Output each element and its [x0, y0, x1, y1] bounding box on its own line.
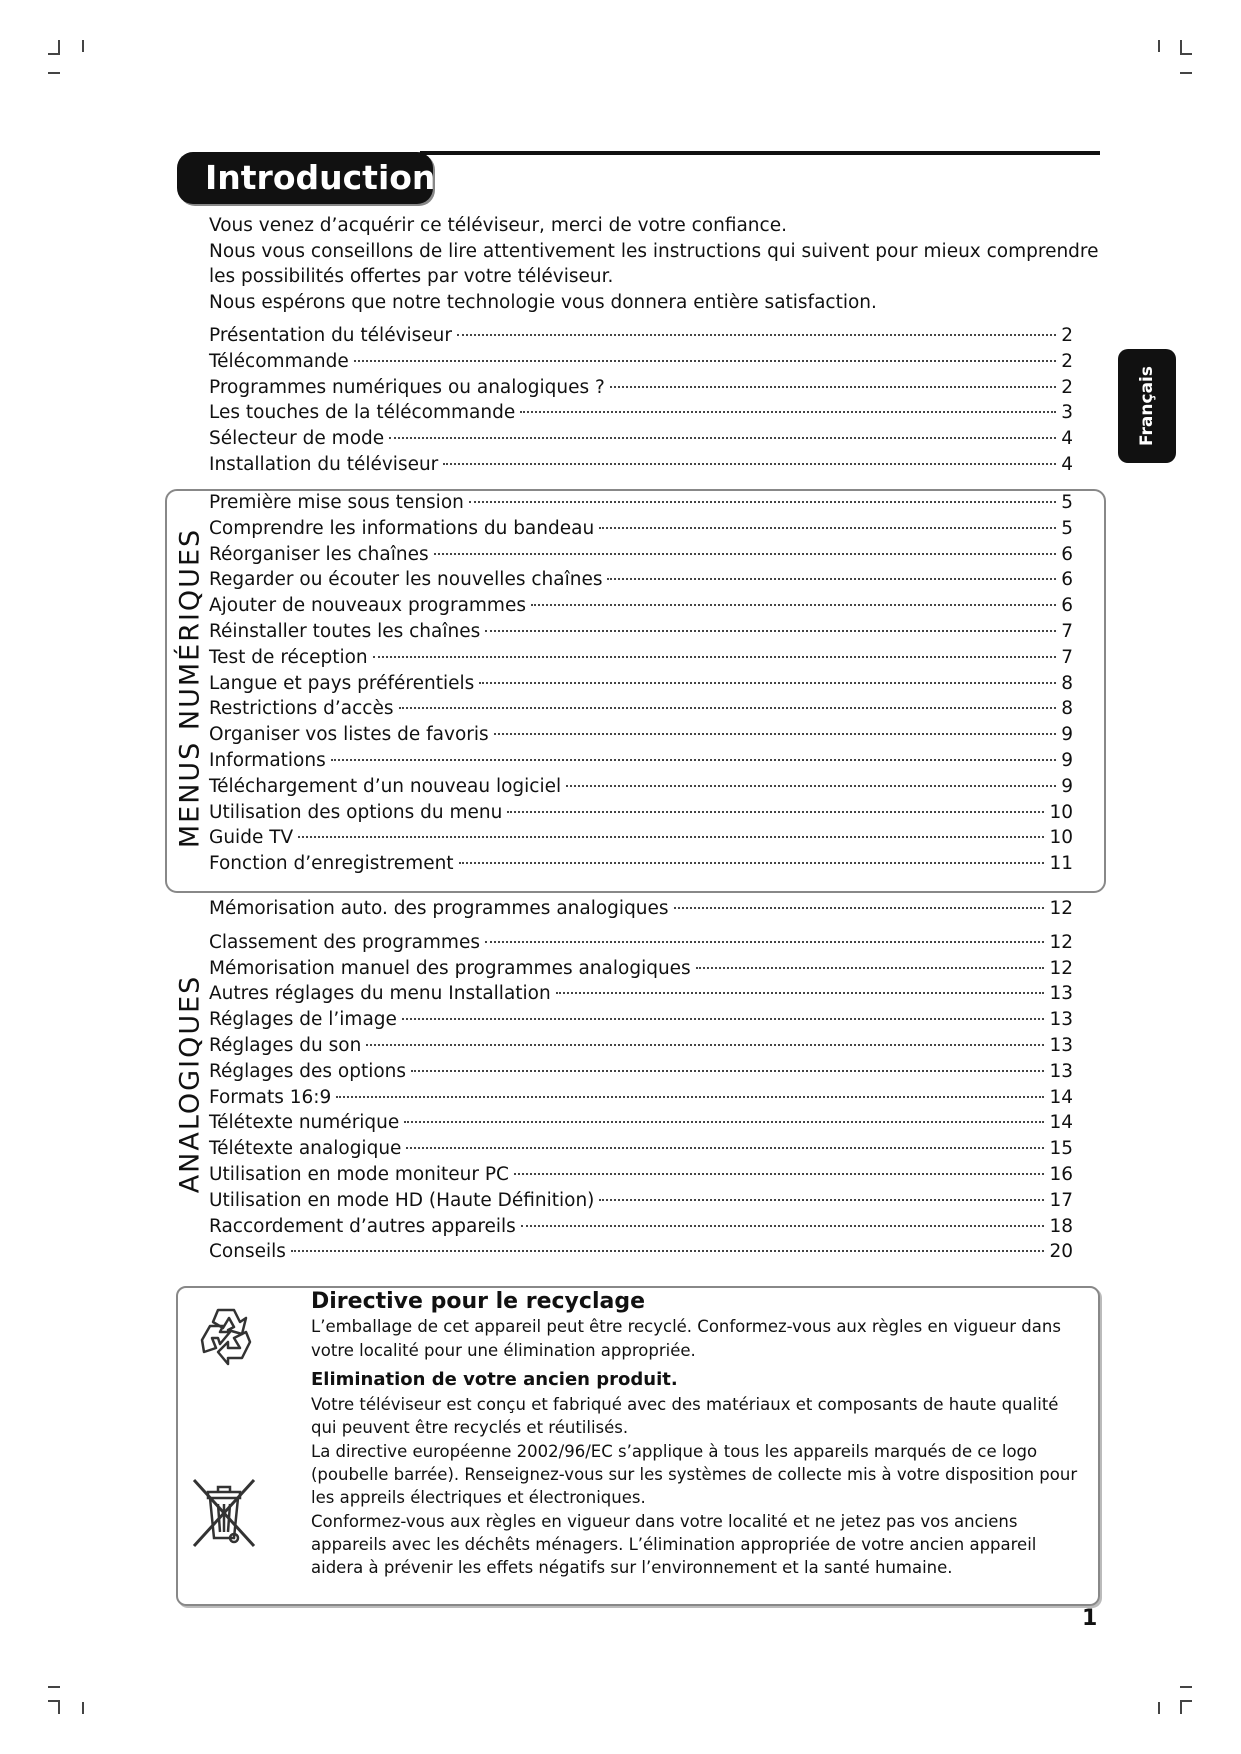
- toc-leader-dots: [354, 360, 1056, 362]
- toc-entry-page: 3: [1061, 402, 1073, 424]
- toc-entry-label: Autres réglages du menu Installation: [209, 983, 551, 1005]
- toc-entry-label: Utilisation en mode HD (Haute Définition): [209, 1189, 595, 1211]
- language-tab-label: Français: [1137, 366, 1157, 446]
- toc-entry-page: 5: [1061, 517, 1073, 539]
- toc-leader-dots: [485, 941, 1044, 943]
- disposal-paragraph: Conformez-vous aux règles en vigueur dans votre localité et ne jetez pas vos anciens appareils avec les déchêts ménagers. L’élimination appropriée de votre ancien appareil aidera à prévenir les effets négatifs sur l’environnement et la santé humaine.: [311, 1511, 1037, 1578]
- toc-entry-page: 2: [1061, 350, 1073, 372]
- toc-entry-page: 16: [1049, 1163, 1073, 1185]
- toc-leader-dots: [521, 1225, 1045, 1227]
- crop-mark: [82, 1702, 84, 1714]
- crop-mark: [1158, 40, 1160, 52]
- toc-entry-label: Informations: [209, 749, 326, 771]
- toc-entry-page: 8: [1061, 698, 1073, 720]
- toc-leader-dots: [610, 386, 1056, 388]
- crop-mark: [82, 40, 84, 52]
- toc-entry: [209, 428, 1073, 454]
- toc-entry-label: Réorganiser les chaînes: [209, 543, 429, 565]
- toc-entry: [209, 898, 1073, 924]
- toc-entry-label: Utilisation en mode moniteur PC: [209, 1163, 509, 1185]
- toc-entry-label: Classement des programmes: [209, 931, 480, 953]
- toc-entry-label: Langue et pays préférentiels: [209, 672, 475, 694]
- toc-entry: [209, 518, 1073, 544]
- toc-entry-page: 10: [1049, 801, 1073, 823]
- toc-leader-dots: [399, 707, 1057, 709]
- toc-entry-label: Ajouter de nouveaux programmes: [209, 595, 526, 617]
- toc-entry-page: 12: [1049, 957, 1073, 979]
- toc-entry: [209, 802, 1073, 828]
- toc-entry-page: 7: [1061, 620, 1073, 642]
- crop-mark: [1180, 1700, 1182, 1714]
- toc-leader-dots: [607, 578, 1056, 580]
- toc-leader-dots: [494, 733, 1056, 735]
- recycling-text: [311, 1290, 1081, 1580]
- toc-entry: [209, 724, 1073, 750]
- toc-entry-label: Formats 16:9: [209, 1086, 332, 1108]
- toc-entry-label: Installation du téléviseur: [209, 453, 439, 475]
- toc-entry: [209, 1216, 1073, 1242]
- toc-leader-dots: [507, 811, 1044, 813]
- toc-entry-label: Les touches de la télécommande: [209, 402, 516, 424]
- toc-entry-page: 15: [1049, 1138, 1073, 1160]
- toc-entry: [209, 595, 1073, 621]
- toc-entry: [209, 1061, 1073, 1087]
- toc-entry-page: 18: [1049, 1215, 1073, 1237]
- toc-leader-dots: [366, 1044, 1044, 1046]
- crop-mark: [1180, 72, 1192, 74]
- toc-leader-dots: [402, 1018, 1045, 1020]
- toc-entry-page: 17: [1049, 1189, 1073, 1211]
- toc-entry-page: 10: [1049, 827, 1073, 849]
- analog-section-label: ANALOGIQUES: [174, 974, 206, 1194]
- toc-entry: [209, 1241, 1073, 1267]
- toc-leader-dots: [674, 907, 1045, 909]
- toc-entry: [209, 776, 1073, 802]
- intro-text: [209, 213, 1099, 316]
- toc-entry: [209, 325, 1073, 351]
- toc-entry: [209, 983, 1073, 1009]
- toc-entry: [209, 750, 1073, 776]
- toc-entry: [209, 673, 1073, 699]
- toc-entry-label: Téléchargement d’un nouveau logiciel: [209, 775, 562, 797]
- toc-leader-dots: [373, 656, 1056, 658]
- crop-mark: [1158, 1702, 1160, 1714]
- toc-entry: [209, 1009, 1073, 1035]
- toc-leader-dots: [485, 630, 1056, 632]
- intro-line: Vous venez d’acquérir ce téléviseur, merci de votre confiance.: [209, 215, 787, 236]
- toc-entry-label: Organiser vos listes de favoris: [209, 724, 489, 746]
- crop-mark: [1180, 53, 1192, 55]
- toc-entry: [209, 853, 1073, 879]
- toc-entry-label: Réglages du son: [209, 1034, 362, 1056]
- toc-entry-label: Réglages de l’image: [209, 1009, 397, 1031]
- toc-entry: [209, 621, 1073, 647]
- toc-entry: [209, 402, 1073, 428]
- recycle-icon: [190, 1300, 262, 1372]
- toc-entry-page: 9: [1061, 749, 1073, 771]
- toc-entry-label: Conseils: [209, 1241, 286, 1263]
- toc-entry-page: 8: [1061, 672, 1073, 694]
- toc-leader-dots: [406, 1147, 1044, 1149]
- toc-entry-label: Regarder ou écouter les nouvelles chaînes: [209, 569, 603, 591]
- toc-leader-dots: [298, 836, 1044, 838]
- toc-entry: [209, 544, 1073, 570]
- toc-entry: [209, 569, 1073, 595]
- toc-leader-dots: [331, 759, 1056, 761]
- toc-entry-page: 9: [1061, 775, 1073, 797]
- toc-entry-label: Test de réception: [209, 646, 368, 668]
- page-number: 1: [1082, 1606, 1098, 1631]
- digital-section-label: MENUS NUMÉRIQUES: [174, 527, 206, 849]
- toc-entry: [209, 351, 1073, 377]
- toc-entry-page: 7: [1061, 646, 1073, 668]
- toc-entry-page: 13: [1049, 1060, 1073, 1082]
- toc-entry: [209, 1087, 1073, 1113]
- toc-entry-label: Télétexte analogique: [209, 1138, 402, 1160]
- toc-entry-label: Utilisation des options du menu: [209, 801, 503, 823]
- toc-entry-label: Guide TV: [209, 827, 294, 849]
- toc-leader-dots: [443, 463, 1056, 465]
- crop-mark: [48, 72, 60, 74]
- toc-entry-label: Première mise sous tension: [209, 492, 464, 513]
- crop-mark: [1180, 1686, 1192, 1688]
- toc-entry-page: 14: [1049, 1112, 1073, 1134]
- toc-leader-dots: [389, 437, 1056, 439]
- toc-entry-page: 20: [1049, 1241, 1073, 1263]
- toc-entry-page: 5: [1061, 492, 1073, 513]
- toc-analog: [209, 898, 1073, 1267]
- page-title: Introduction: [177, 152, 433, 204]
- packaging-text: L’emballage de cet appareil peut être recyclé. Conformez-vous aux règles en vigueur dans votre localité pour une élimination appropriée.: [311, 1317, 1061, 1360]
- toc-entry-page: 6: [1061, 543, 1073, 565]
- toc-entry-label: Réglages des options: [209, 1060, 407, 1082]
- intro-line: Nous espérons que notre technologie vous donnera entière satisfaction.: [209, 292, 877, 313]
- disposal-paragraph: La directive européenne 2002/96/EC s’applique à tous les appareils marqués de ce logo (poubelle barrée). Renseignez-vous sur les systèmes de collecte mis à votre disposition pour les appreils électriques et électroniques.: [311, 1441, 1078, 1508]
- toc-entry-label: Réinstaller toutes les chaînes: [209, 620, 481, 642]
- toc-entry: [209, 1138, 1073, 1164]
- crop-mark: [58, 40, 60, 55]
- toc-entry-label: Présentation du téléviseur: [209, 325, 453, 346]
- intro-line: Nous vous conseillons de lire attentivement les instructions qui suivent pour mieux comprendre les possibilités offertes par votre téléviseur.: [209, 241, 1099, 287]
- toc-entry-label: Restrictions d’accès: [209, 698, 394, 720]
- toc-entry-label: Sélecteur de mode: [209, 428, 385, 450]
- toc-entry: [209, 1035, 1073, 1061]
- disposal-paragraph: Votre téléviseur est conçu et fabriqué avec des matériaux et composants de haute qualité qui peuvent être recyclés et réutilisés.: [311, 1395, 1059, 1438]
- toc-entry-label: Mémorisation manuel des programmes analogiques: [209, 957, 691, 979]
- toc-leader-dots: [469, 501, 1056, 503]
- toc-digital: [209, 492, 1073, 879]
- disposal-title: Elimination de votre ancien produit.: [311, 1368, 678, 1390]
- crop-mark: [48, 1686, 60, 1688]
- toc-entry: [209, 698, 1073, 724]
- toc-leader-dots: [531, 604, 1056, 606]
- toc-entry: [209, 1164, 1073, 1190]
- toc-entry: [209, 492, 1073, 518]
- toc-entry-page: 11: [1049, 853, 1073, 875]
- toc-entry-page: 14: [1049, 1086, 1073, 1108]
- toc-entry-label: Raccordement d’autres appareils: [209, 1215, 516, 1237]
- toc-leader-dots: [696, 967, 1045, 969]
- toc-leader-dots: [434, 553, 1056, 555]
- toc-leader-dots: [336, 1096, 1044, 1098]
- toc-entry: [209, 827, 1073, 853]
- recycling-title: Directive pour le recyclage: [311, 1289, 645, 1314]
- toc-entry: [209, 1190, 1073, 1216]
- toc-entry: [209, 1112, 1073, 1138]
- toc-entry-page: 9: [1061, 724, 1073, 746]
- toc-leader-dots: [599, 1199, 1044, 1201]
- toc-entry-page: 6: [1061, 569, 1073, 591]
- toc-leader-dots: [556, 992, 1045, 994]
- toc-entry-page: 13: [1049, 983, 1073, 1005]
- toc-leader-dots: [457, 334, 1056, 336]
- toc-leader-dots: [479, 682, 1056, 684]
- toc-entry: [209, 958, 1073, 984]
- toc-entry-page: 12: [1049, 898, 1073, 919]
- toc-entry-page: 2: [1061, 376, 1073, 398]
- toc-leader-dots: [599, 527, 1056, 529]
- language-tab: [1118, 349, 1176, 463]
- toc-leader-dots: [411, 1070, 1044, 1072]
- toc-leader-dots: [520, 411, 1056, 413]
- toc-entry-label: Télécommande: [209, 350, 349, 372]
- crop-mark: [58, 1700, 60, 1714]
- toc-entry-label: Mémorisation auto. des programmes analogiques: [209, 898, 669, 919]
- toc-entry: [209, 377, 1073, 403]
- toc-entry-page: 13: [1049, 1034, 1073, 1056]
- toc-entry: [209, 647, 1073, 673]
- toc-leader-dots: [566, 785, 1056, 787]
- toc-entry-label: Fonction d’enregistrement: [209, 853, 454, 875]
- toc-entry-label: Comprendre les informations du bandeau: [209, 517, 595, 539]
- toc-entry-label: Télétexte numérique: [209, 1112, 400, 1134]
- toc-leader-dots: [459, 862, 1045, 864]
- toc-entry-label: Programmes numériques ou analogiques ?: [209, 376, 605, 398]
- toc-entry-page: 12: [1049, 931, 1073, 953]
- toc-entry: [209, 454, 1073, 480]
- toc-entry-page: 4: [1061, 428, 1073, 450]
- toc-entry: [209, 932, 1073, 958]
- toc-entry-page: 13: [1049, 1009, 1073, 1031]
- toc-leader-dots: [404, 1121, 1044, 1123]
- toc-entry-page: 4: [1061, 453, 1073, 475]
- title-rule: [420, 151, 1100, 155]
- toc-entry-page: 2: [1061, 325, 1073, 346]
- toc-general: [209, 325, 1073, 480]
- toc-leader-dots: [291, 1250, 1045, 1252]
- toc-leader-dots: [514, 1173, 1044, 1175]
- crossed-bin-icon: [188, 1474, 260, 1550]
- toc-entry-page: 6: [1061, 595, 1073, 617]
